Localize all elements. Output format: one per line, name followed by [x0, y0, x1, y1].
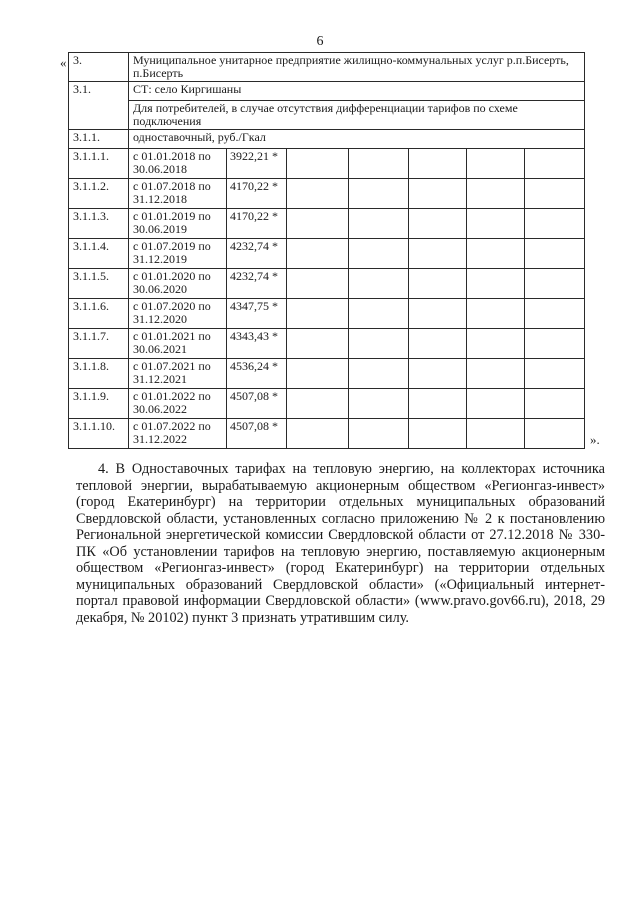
tariff-row [69, 419, 585, 449]
heat-system-name: СТ: село Киргишаны [129, 82, 585, 101]
empty-cell [409, 419, 467, 449]
consumer-note-row [69, 101, 585, 130]
tariff-type-number: 3.1.1. [69, 130, 129, 149]
empty-cell [409, 179, 467, 209]
empty-cell [525, 179, 585, 209]
empty-cell [525, 329, 585, 359]
page-number: 6 [316, 34, 324, 49]
period: с 01.01.2020 по 30.06.2020 [129, 269, 227, 299]
empty-cell [409, 239, 467, 269]
empty-cell [525, 359, 585, 389]
heat-system-row [69, 82, 585, 101]
empty-cell [525, 209, 585, 239]
heat-system-number: 3.1. [69, 82, 129, 130]
row-number: 3.1.1.9. [69, 389, 129, 419]
tariff-value: 4507,08 * [227, 419, 287, 449]
period: с 01.07.2018 по 31.12.2018 [129, 179, 227, 209]
tariff-value: 4170,22 * [227, 179, 287, 209]
empty-cell [525, 419, 585, 449]
tariff-value: 3922,21 * [227, 149, 287, 179]
tariff-row [69, 299, 585, 329]
empty-cell [287, 179, 349, 209]
period: с 01.07.2021 по 31.12.2021 [129, 359, 227, 389]
empty-cell [409, 209, 467, 239]
paragraph-item-4: 4. В Одноставочных тарифах на тепловую энергию, на коллекторах источника тепловой энергии, вырабатываемую акционерным обществом «Регионгаз-инвест» (город Екатеринбург) на территории отдельных муниципальных образований Свердловской области, установленных согласно приложению № 2 к постановлению Региональной энергетической комиссии Свердловской области от 27.12.2018 № 330-ПК «Об установлении тарифов на тепловую энергию, поставляемую акционерным обществом «Регионгаз-инвест» (город Екатеринбург) на территории отдельных муниципальных образований Свердловской области» («Официальный интернет-портал правовой информации Свердловской области» (www.pravo.gov66.ru), 2018, 29 декабря, № 20102) пункт 3 признать утратившим силу. [76, 461, 605, 626]
empty-cell [409, 149, 467, 179]
empty-cell [349, 269, 409, 299]
empty-cell [287, 149, 349, 179]
tariff-row [69, 359, 585, 389]
empty-cell [349, 179, 409, 209]
tariff-row [69, 269, 585, 299]
empty-cell [287, 209, 349, 239]
organization-row [69, 53, 585, 82]
empty-cell [287, 239, 349, 269]
tariff-value: 4347,75 * [227, 299, 287, 329]
empty-cell [349, 149, 409, 179]
tariff-value: 4507,08 * [227, 389, 287, 419]
tariff-value: 4232,74 * [227, 269, 287, 299]
empty-cell [349, 299, 409, 329]
empty-cell [525, 149, 585, 179]
row-number: 3.1.1.5. [69, 269, 129, 299]
empty-cell [287, 269, 349, 299]
empty-cell [409, 389, 467, 419]
empty-cell [467, 149, 525, 179]
tariff-value: 4232,74 * [227, 239, 287, 269]
empty-cell [409, 299, 467, 329]
empty-cell [467, 359, 525, 389]
period: с 01.01.2019 по 30.06.2019 [129, 209, 227, 239]
tariff-row [69, 329, 585, 359]
period: с 01.07.2020 по 31.12.2020 [129, 299, 227, 329]
empty-cell [409, 269, 467, 299]
empty-cell [349, 389, 409, 419]
tariff-row [69, 209, 585, 239]
period: с 01.01.2021 по 30.06.2021 [129, 329, 227, 359]
tariff-row [69, 389, 585, 419]
tariff-type-row [69, 130, 585, 149]
empty-cell [525, 269, 585, 299]
row-number: 3.1.1.10. [69, 419, 129, 449]
organization-name: Муниципальное унитарное предприятие жилищно-коммунальных услуг р.п.Бисерть, п.Бисерть [129, 53, 585, 82]
empty-cell [349, 239, 409, 269]
row-number: 3.1.1.7. [69, 329, 129, 359]
empty-cell [525, 239, 585, 269]
empty-cell [467, 269, 525, 299]
empty-cell [349, 419, 409, 449]
period: с 01.01.2022 по 30.06.2022 [129, 389, 227, 419]
empty-cell [349, 329, 409, 359]
tariff-value: 4170,22 * [227, 209, 287, 239]
empty-cell [349, 209, 409, 239]
period: с 01.07.2022 по 31.12.2022 [129, 419, 227, 449]
empty-cell [287, 359, 349, 389]
row-number: 3.1.1.8. [69, 359, 129, 389]
closing-quote-mark: ». [590, 432, 600, 447]
empty-cell [409, 359, 467, 389]
tariff-value: 4343,43 * [227, 329, 287, 359]
period: с 01.07.2019 по 31.12.2019 [129, 239, 227, 269]
tariff-table [68, 52, 585, 449]
empty-cell [525, 389, 585, 419]
empty-cell [467, 329, 525, 359]
empty-cell [525, 299, 585, 329]
empty-cell [349, 359, 409, 389]
empty-cell [467, 239, 525, 269]
tariff-row [69, 179, 585, 209]
empty-cell [467, 209, 525, 239]
tariff-value: 4536,24 * [227, 359, 287, 389]
tariff-row [69, 239, 585, 269]
empty-cell [467, 419, 525, 449]
row-number: 3.1.1.4. [69, 239, 129, 269]
consumer-note: Для потребителей, в случае отсутствия дифференциации тарифов по схеме подключения [129, 101, 585, 130]
empty-cell [287, 419, 349, 449]
row-number: 3.1.1.3. [69, 209, 129, 239]
empty-cell [287, 299, 349, 329]
period: с 01.01.2018 по 30.06.2018 [129, 149, 227, 179]
empty-cell [409, 329, 467, 359]
empty-cell [287, 329, 349, 359]
opening-quote-mark: « [60, 55, 67, 70]
empty-cell [287, 389, 349, 419]
empty-cell [467, 179, 525, 209]
row-number: 3.1.1.1. [69, 149, 129, 179]
organization-number: 3. [69, 53, 129, 82]
row-number: 3.1.1.2. [69, 179, 129, 209]
tariff-row [69, 149, 585, 179]
empty-cell [467, 299, 525, 329]
empty-cell [467, 389, 525, 419]
row-number: 3.1.1.6. [69, 299, 129, 329]
tariff-type-name: одноставочный, руб./Гкал [129, 130, 585, 149]
